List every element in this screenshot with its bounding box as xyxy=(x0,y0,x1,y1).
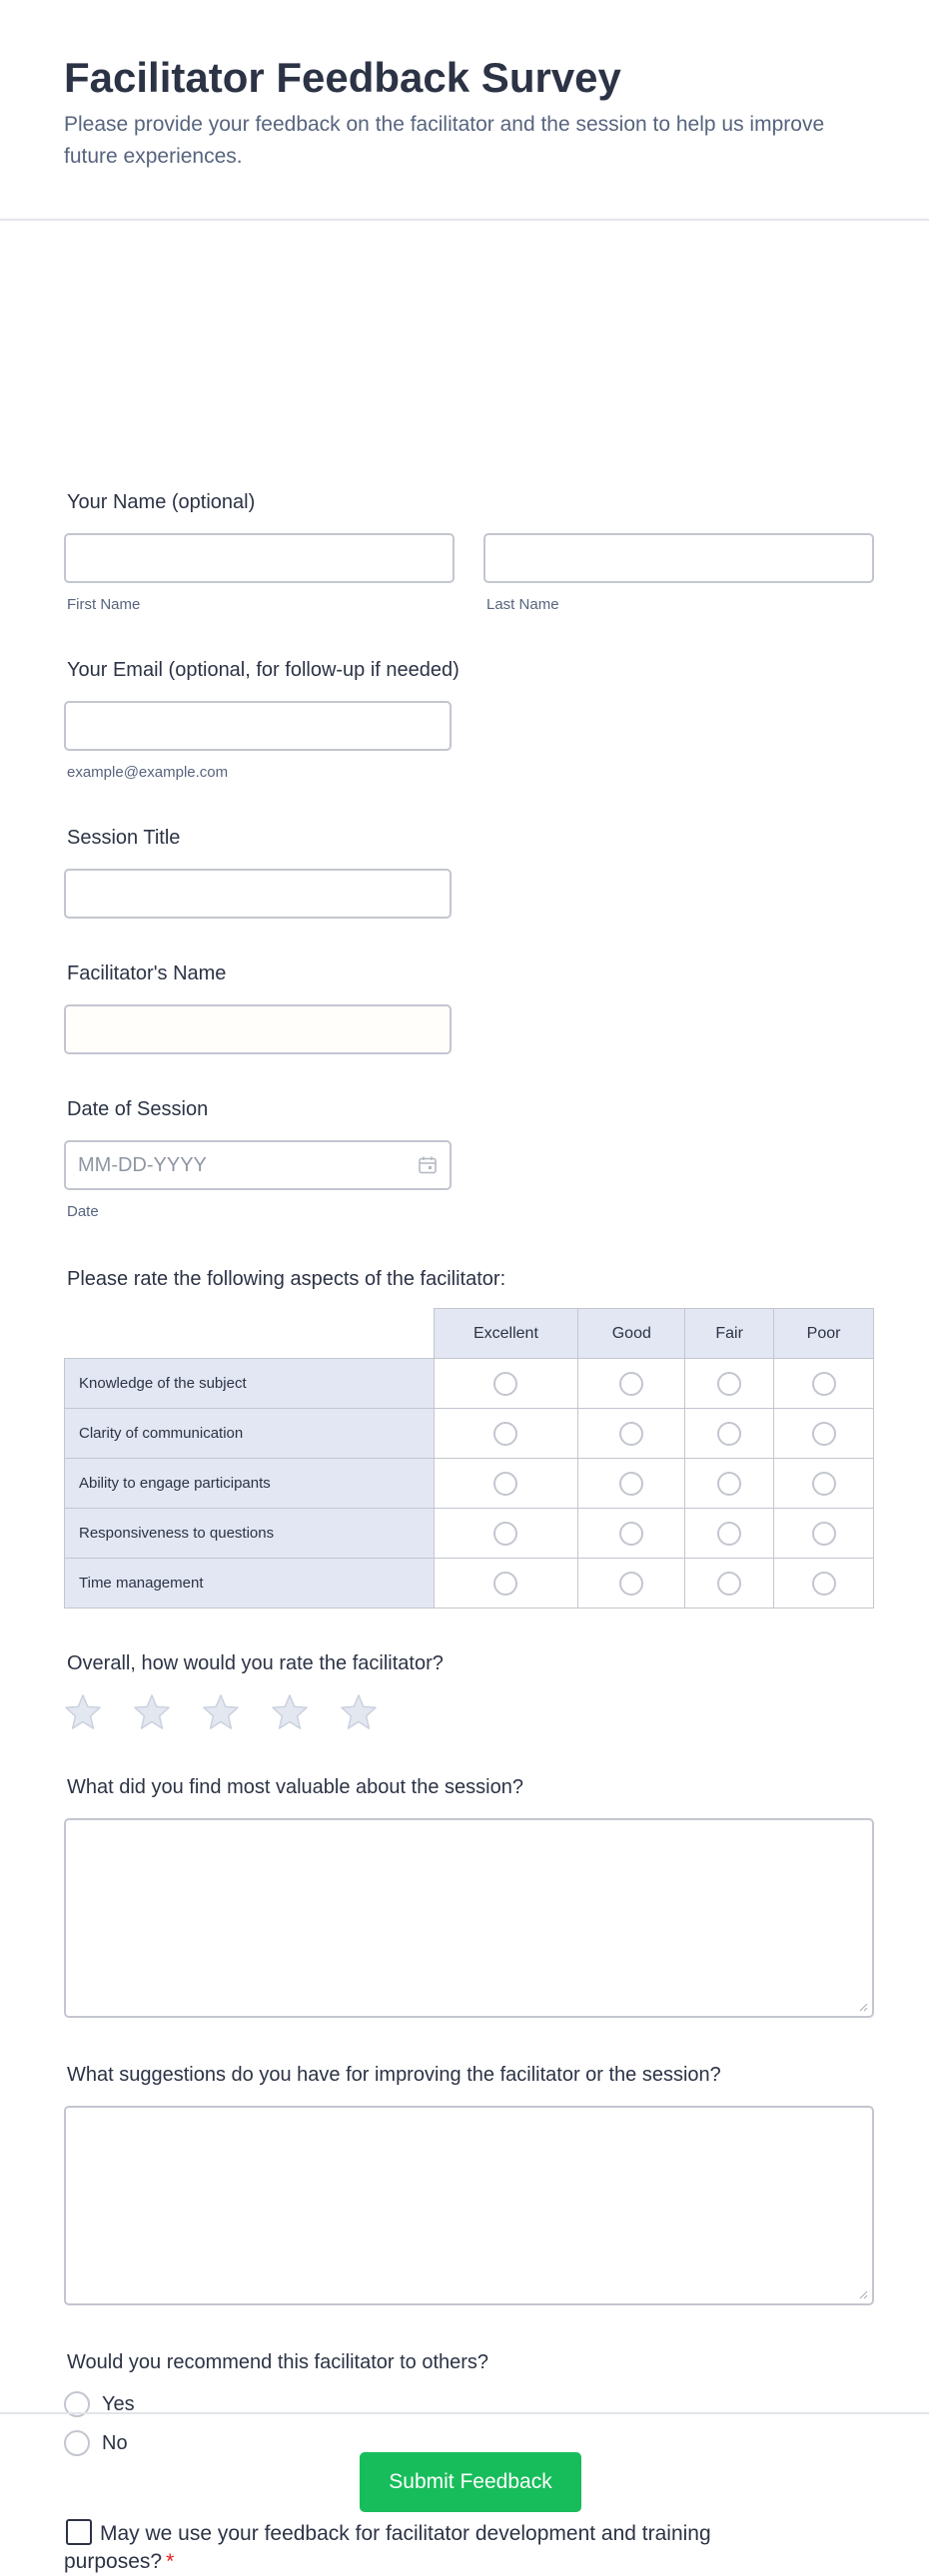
rating-radio[interactable] xyxy=(812,1472,836,1496)
rating-matrix xyxy=(64,1308,874,1609)
rating-radio[interactable] xyxy=(717,1422,741,1446)
suggestions-textarea[interactable] xyxy=(64,2106,874,2305)
star-rating xyxy=(64,1693,378,1731)
submit-button[interactable]: Submit Feedback xyxy=(360,2452,581,2512)
option-yes-label: Yes xyxy=(102,2392,135,2415)
facilitator-name-label: Facilitator's Name xyxy=(67,963,227,984)
name-label: Your Name (optional) xyxy=(67,491,256,513)
rating-radio[interactable] xyxy=(493,1422,517,1446)
matrix-col-good: Good xyxy=(578,1309,685,1359)
matrix-row xyxy=(65,1559,874,1609)
rating-radio[interactable] xyxy=(812,1522,836,1546)
matrix-corner xyxy=(65,1309,435,1359)
session-title-label: Session Title xyxy=(67,827,181,849)
email-input[interactable] xyxy=(64,701,452,751)
star-icon[interactable] xyxy=(340,1693,378,1731)
rating-radio[interactable] xyxy=(812,1422,836,1446)
resize-grip-icon[interactable] xyxy=(858,2289,868,2299)
last-name-sublabel: Last Name xyxy=(486,596,559,613)
valuable-textarea[interactable] xyxy=(64,1818,874,2018)
matrix-row-label: Time management xyxy=(65,1559,435,1609)
suggestions-label: What suggestions do you have for improving the facilitator or the session? xyxy=(67,2064,721,2086)
star-icon[interactable] xyxy=(64,1693,102,1731)
rating-radio[interactable] xyxy=(619,1422,643,1446)
rating-radio[interactable] xyxy=(717,1572,741,1596)
last-name-input[interactable] xyxy=(483,533,874,583)
star-icon[interactable] xyxy=(133,1693,171,1731)
matrix-row-label: Knowledge of the subject xyxy=(65,1359,435,1409)
rating-radio[interactable] xyxy=(619,1572,643,1596)
first-name-sublabel: First Name xyxy=(67,596,141,613)
recommend-label: Would you recommend this facilitator to others? xyxy=(67,2351,489,2373)
email-label: Your Email (optional, for follow-up if needed) xyxy=(67,659,460,681)
rating-radio[interactable] xyxy=(493,1572,517,1596)
rating-radio[interactable] xyxy=(812,1572,836,1596)
form-header xyxy=(0,0,929,221)
star-icon[interactable] xyxy=(271,1693,309,1731)
matrix-col-excellent: Excellent xyxy=(434,1309,578,1359)
date-input[interactable] xyxy=(64,1140,452,1190)
resize-grip-icon[interactable] xyxy=(858,2002,868,2012)
rating-radio[interactable] xyxy=(493,1472,517,1496)
required-mark: * xyxy=(166,2550,175,2573)
matrix-row xyxy=(65,1409,874,1459)
matrix-row xyxy=(65,1459,874,1509)
session-title-input[interactable] xyxy=(64,869,452,919)
first-name-input[interactable] xyxy=(64,533,455,583)
matrix-row-label: Clarity of communication xyxy=(65,1409,435,1459)
matrix-row-label: Ability to engage participants xyxy=(65,1459,435,1509)
rating-radio[interactable] xyxy=(812,1372,836,1396)
date-sublabel: Date xyxy=(67,1203,99,1220)
consent-label: May we use your feedback for facilitator development and training purposes? xyxy=(64,2522,711,2573)
matrix-row xyxy=(65,1359,874,1409)
date-label: Date of Session xyxy=(67,1098,209,1120)
matrix-row xyxy=(65,1509,874,1559)
valuable-label: What did you find most valuable about the session? xyxy=(67,1776,523,1798)
email-sublabel: example@example.com xyxy=(67,764,229,781)
matrix-col-poor: Poor xyxy=(774,1309,874,1359)
rating-radio[interactable] xyxy=(717,1372,741,1396)
page-title: Facilitator Feedback Survey xyxy=(64,54,621,101)
option-no-label: No xyxy=(102,2431,128,2454)
rating-radio[interactable] xyxy=(619,1372,643,1396)
rating-radio[interactable] xyxy=(717,1472,741,1496)
date-placeholder: MM-DD-YYYY xyxy=(78,1154,207,1176)
rating-radio[interactable] xyxy=(717,1522,741,1546)
form-footer xyxy=(0,2412,929,2558)
rating-radio[interactable] xyxy=(619,1522,643,1546)
rating-radio[interactable] xyxy=(493,1372,517,1396)
rating-matrix-label: Please rate the following aspects of the facilitator: xyxy=(67,1268,506,1290)
page-subtitle: Please provide your feedback on the facilitator and the session to help us improve future experiences. xyxy=(64,113,825,168)
calendar-icon[interactable] xyxy=(418,1155,438,1175)
matrix-col-fair: Fair xyxy=(685,1309,774,1359)
rating-radio[interactable] xyxy=(493,1522,517,1546)
facilitator-name-input[interactable] xyxy=(64,1004,452,1054)
rating-radio[interactable] xyxy=(619,1472,643,1496)
matrix-row-label: Responsiveness to questions xyxy=(65,1509,435,1559)
overall-rating-label: Overall, how would you rate the facilitator? xyxy=(67,1652,444,1674)
star-icon[interactable] xyxy=(202,1693,240,1731)
